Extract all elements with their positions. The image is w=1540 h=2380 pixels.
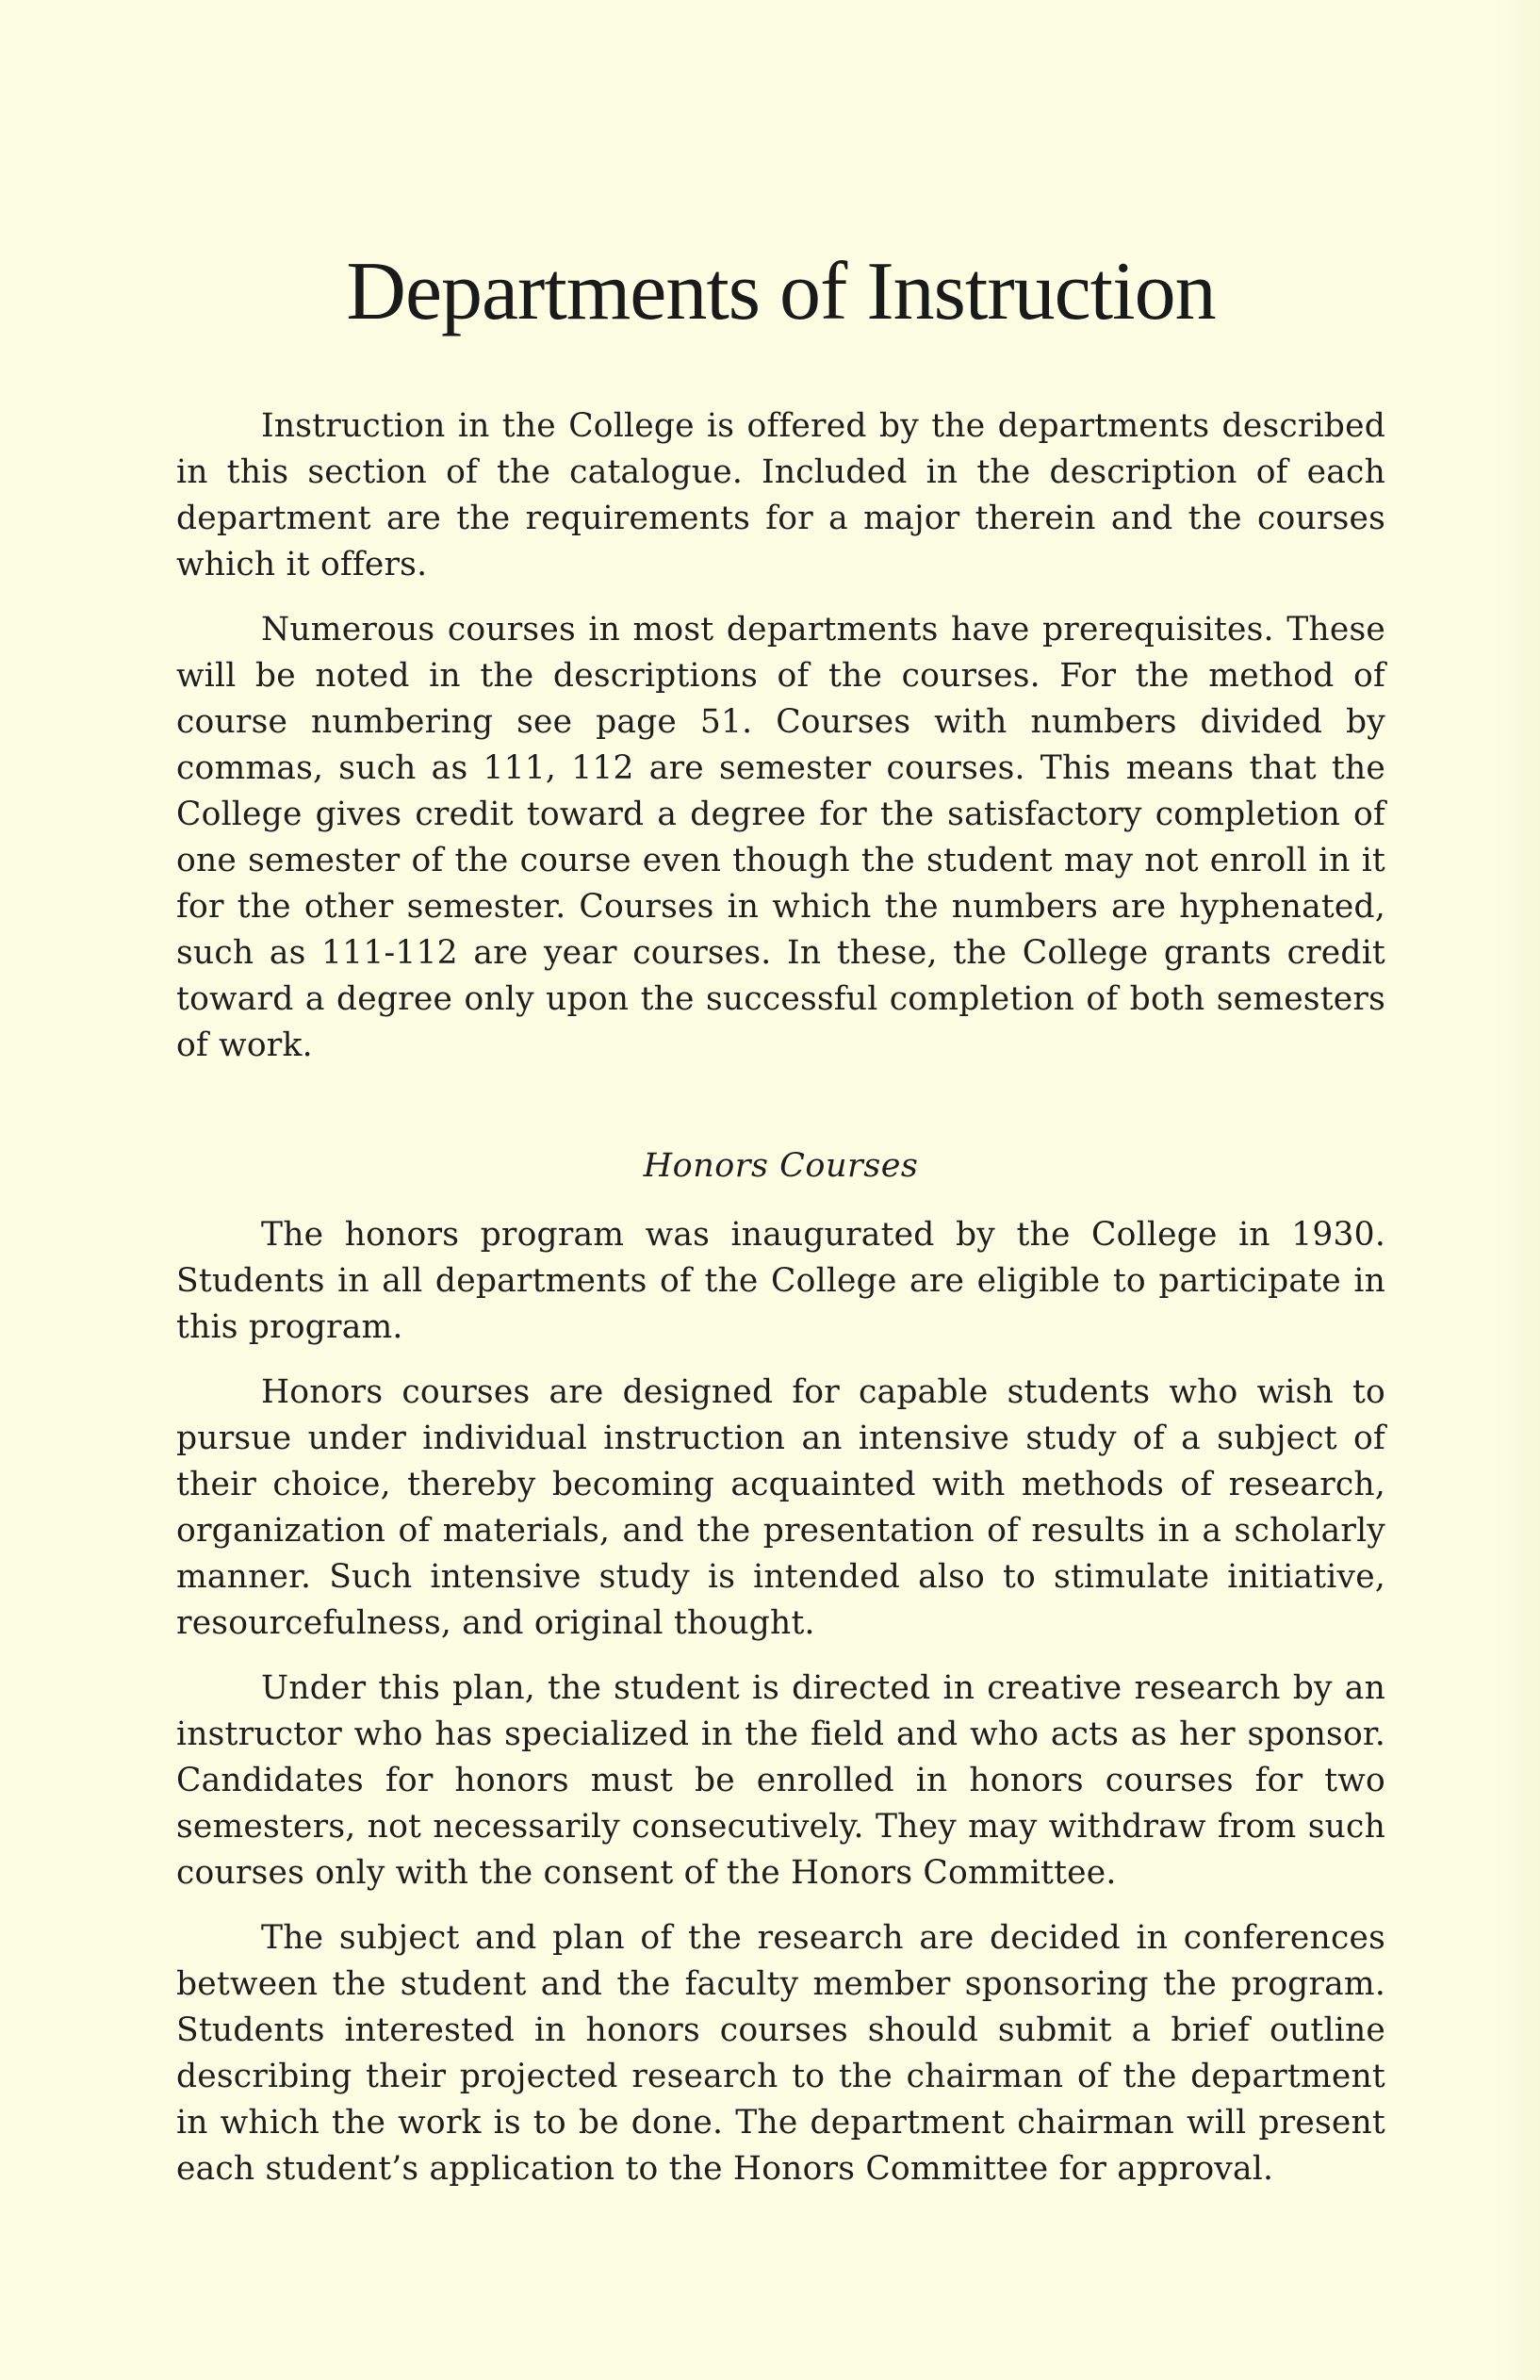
page-title: Departments of Instruction	[346, 246, 1216, 337]
honors-paragraph: Honors courses are designed for capable students who wish to pursue under individual instruction an intensive study of a subject of their choice, thereby becoming acquainted with methods of research, organization of materials, and the presentation of results in a scholarly manner. Such intensive study is intended also to stimulate initiative, resourcefulness, and original thought.	[176, 1373, 1385, 1642]
page-edge-shadow	[1497, 0, 1540, 2380]
intro-paragraph: Numerous courses in most departments have prerequisites. These will be noted in the descriptions of the courses. For the method of course numbering see page 51. Courses with numbers divided by commas, such as 111, 112 are semester courses. This means that the College gives credit toward a degree for the satisfactory completion of one semester of the course even though the student may not enroll in it for the other semester. Courses in which the numbers are hyphenated, such as 111-112 are year courses. In these, the College grants credit toward a degree only upon the successful completion of both semesters of work.	[176, 611, 1385, 1064]
honors-paragraph: The honors program was inaugurated by the College in 1930. Students in all departments of the College are eligible to participate in this program.	[176, 1216, 1385, 1346]
honors-section	[176, 1142, 1385, 2192]
page-content	[176, 236, 1385, 2192]
honors-paragraph: Under this plan, the student is directed in creative research by an instructor who has specialized in the field and who acts as her sponsor. Candidates for honors must be enrolled in honors courses for two semesters, not necessarily consecutively. They may withdraw from such courses only with the consent of the Honors Committee.	[176, 1669, 1385, 1892]
honors-heading: Honors Courses	[643, 1147, 919, 1185]
intro-paragraph: Instruction in the College is offered by the departments described in this section of the catalogue. Included in the description of each department are the requirements for a major therein and the courses which it offers.	[176, 407, 1385, 583]
honors-paragraph: The subject and plan of the research are decided in conferences between the student and the faculty member sponsoring the program. Students interested in honors courses should submit a brief outline describing their projected research to the chairman of the department in which the work is to be done. The department chairman will present each student’s application to the Honors Committee for approval.	[176, 1919, 1385, 2188]
intro-section	[176, 403, 1385, 1069]
